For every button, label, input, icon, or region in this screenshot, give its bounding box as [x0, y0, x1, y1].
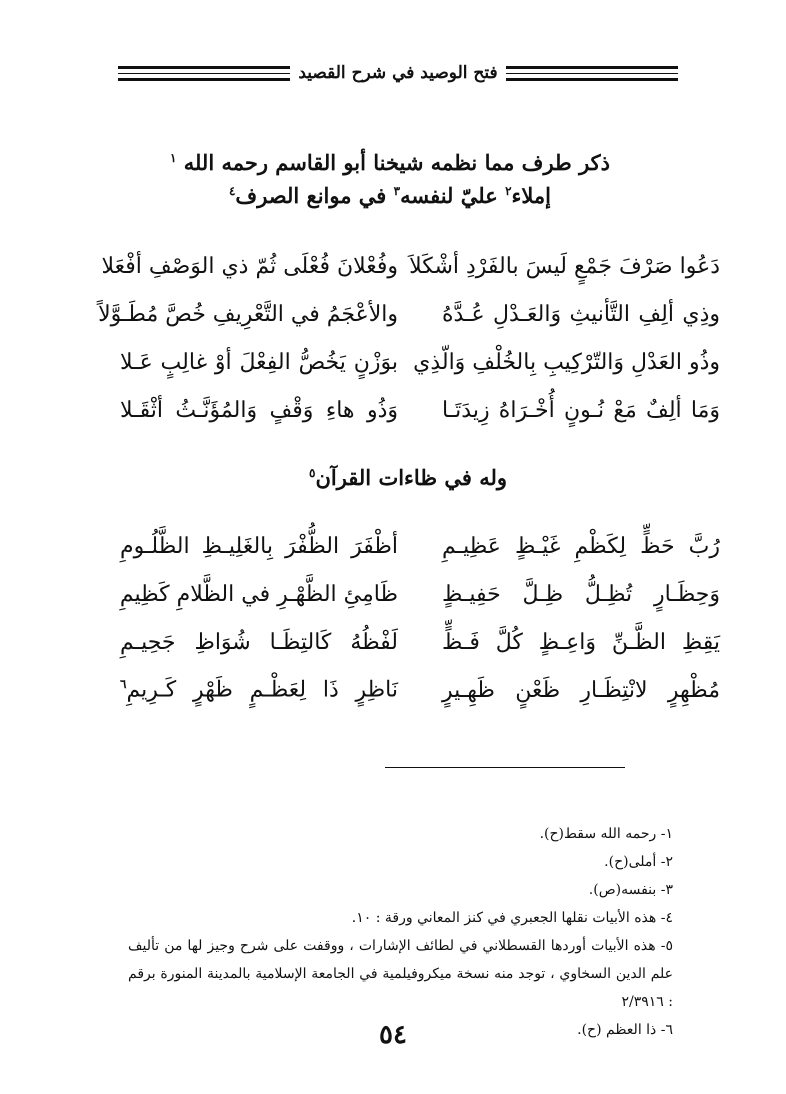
poem-mawani-al-sarf: [98, 242, 720, 434]
verse-row: [98, 290, 720, 338]
verse-first-hemistich: وَحِظَـارٍ تُظِـلُّ ظِـلَّ حَفِيـظٍ: [442, 581, 720, 607]
footnote-ref-2: ٢: [505, 184, 512, 198]
verse-row: [120, 618, 720, 666]
verse-row: [120, 338, 720, 386]
verse-second-hemistich: بوَزْنٍ يَخُصُّ الفِعْلَ أوْ غالِبٍ عَـلا: [120, 349, 398, 375]
running-header: [118, 58, 678, 88]
section2-heading-text: وله في ظاءات القرآن: [315, 465, 508, 490]
verse-row: [101, 242, 720, 290]
footnote-4: ٤- هذه الأبيات نقلها الجعبري في كنز المعاني ورقة : ١٠.: [351, 910, 673, 926]
heading-text-alayya: عليّ لنفسه: [400, 183, 498, 208]
verse-row: [120, 666, 720, 714]
header-rule-left: [118, 66, 290, 81]
section2-heading: [293, 465, 523, 490]
footnote-1: ١- رحمه الله سقط(ح).: [539, 826, 673, 842]
verse-text: نَاظِرٍ ذَا لِعَظْـمٍ ظَهْرٍ كَـرِيمِ: [126, 677, 398, 703]
footnote-ref-5: ٥: [308, 466, 316, 480]
verse-second-hemistich: ظَامِئِ الظَّهْـرِ في الظَّلامِ كَظِيمِ: [119, 581, 398, 607]
footnotes: [128, 820, 673, 1044]
verse-first-hemistich: وذِي ألِفِ التَّأنيثِ وَالعَـدْلِ عُـدَّهُ: [442, 301, 720, 327]
footnote-2: ٢- أملى(ح).: [604, 854, 673, 870]
verse-first-hemistich: وَمَا ألِفٌ مَعْ نُـونٍ أُخْـرَاهُ زِيدَتَـا: [442, 397, 720, 423]
verse-first-hemistich: مُظْهِرٍ لانْتِظَـارِ ظَعْنٍ ظَهِـيرٍ: [442, 677, 720, 703]
verse-second-hemistich: أظْفَرَ الظُّفْرَ بِالغَلِيـظِ الظَّلُـومِ: [120, 533, 398, 559]
footnote-ref-4: ٤: [228, 184, 236, 198]
verse-second-hemistich: [120, 677, 398, 702]
verse-row: [120, 522, 720, 570]
footnote-ref-6: ٦: [120, 677, 127, 692]
footnote-5: ٥- هذه الأبيات أوردها القسطلاني في لطائف الإشارات ، ووقفت على شرح وجيز لها من تأليف علم الدين السخاوي ، توجد منه نسخة ميكروفيلمية في الجامعة الإسلامية بالمدينة المنورة برقم : ٢/٣٩١٦: [128, 938, 673, 1010]
heading-text-imla: إملاء: [511, 183, 552, 208]
section1-heading-line2: [195, 183, 585, 208]
heading-text-mawani: في موانع الصرف: [235, 183, 387, 208]
header-title: فتح الوصيد في شرح القصيد: [298, 63, 498, 83]
verse-first-hemistich: دَعُوا صَرْفَ جَمْعٍ لَيسَ بالفَرْدِ أشْكَلاَ: [409, 253, 720, 279]
header-rule-right: [506, 66, 678, 81]
verse-second-hemistich: وَذُو هاءِ وَقْفٍ وَالمُؤَنَّـثُ أثْقَـلا: [120, 397, 398, 423]
verse-second-hemistich: والأعْجَمُ في التَّعْرِيفِ خُصَّ مُطَـوَّلاً: [98, 301, 398, 327]
verse-second-hemistich: وفُعْلانَ فُعْلَى ثُمّ ذي الوَصْفِ أفْعَلا: [101, 253, 398, 279]
verse-first-hemistich: رُبَّ حَظٍّ لِكَظْمِ غَيْـظٍ عَظِيـمِ: [442, 533, 720, 559]
footnote-3: ٣- بنفسه(ص).: [588, 882, 673, 898]
footnote-ref-3: ٣: [393, 184, 401, 198]
poem-zaat-al-quran: [120, 522, 720, 714]
verse-second-hemistich: لَفْظُهُ كَالتِظَـا شُوَاظِ جَحِيـمِ: [120, 629, 398, 655]
verse-row: [120, 386, 720, 434]
footnote-6: ٦- ذا العظم (ح).: [577, 1022, 673, 1038]
page-number: ٥٤: [379, 1020, 407, 1050]
verse-row: [120, 570, 720, 618]
verse-first-hemistich: يَقِظِ الظَّـنِّ وَاعِـظٍ كُلَّ فَـظٍّ: [442, 629, 720, 655]
section1-heading-line1: [170, 150, 610, 175]
section1-heading-text: ذكر طرف مما نظمه شيخنا أبو القاسم رحمه الله: [183, 150, 610, 175]
footnote-ref-1: ١: [169, 151, 177, 165]
footnote-separator: [385, 767, 625, 768]
verse-first-hemistich: وذُو العَدْلِ وَالتّرْكِيبِ بِالخُلْفِ وَالّذِي: [413, 349, 720, 375]
